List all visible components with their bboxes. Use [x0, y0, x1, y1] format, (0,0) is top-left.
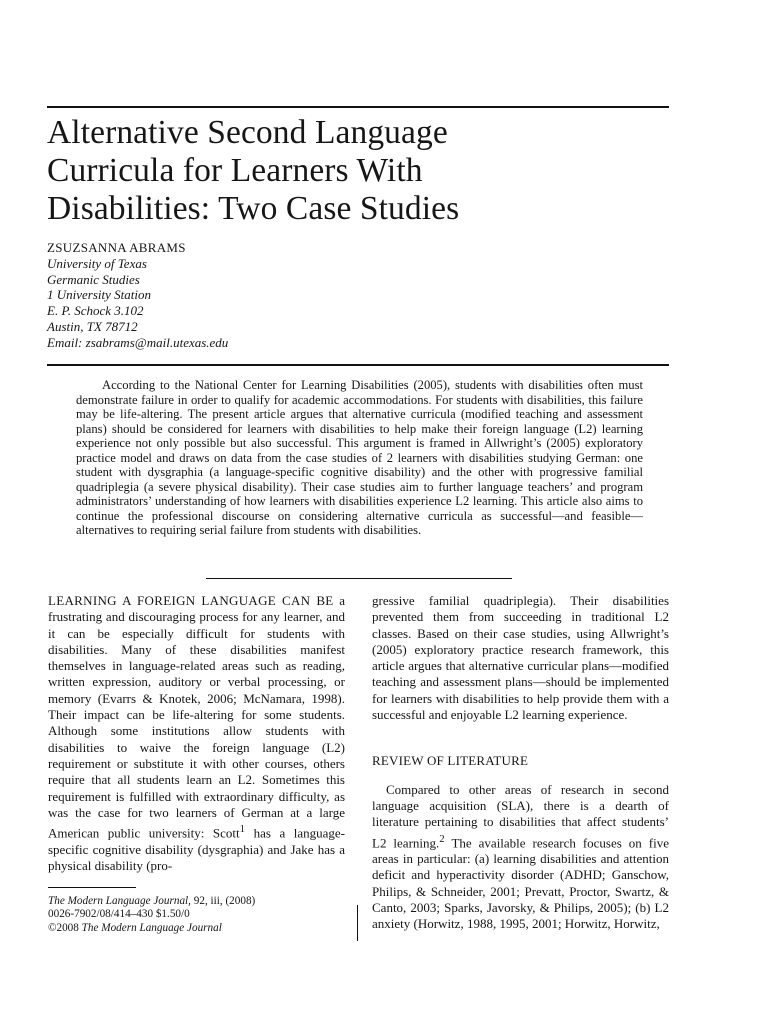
footnote-copyright-journal: The Modern Language Journal [81, 921, 222, 934]
footnote-marker-2: 2 [439, 832, 445, 845]
intro-continuation: gressive familial quadriplegia). Their disabilities prevented them from succeeding in traditional L2 classes. Based on their case studies, using Allwright’s (2005) exploratory practice research framework, this article argues that alternative curricular plans—modified teaching and assessment plans—should be implemented for learners with disabilities to help provide them with a successful and enjoyable L2 learning experience. [372, 593, 669, 723]
footnote-citation-line [48, 895, 348, 908]
author-name: ZSUZSANNA ABRAMS [47, 240, 186, 255]
title-line-2: Curricula for Learners With [47, 152, 423, 189]
review-text-part-1: Compared to other areas of research in second language acquisition (SLA), there is a dearth of literature pertaining to disabilities that affect students’ L2 learning. [372, 781, 669, 850]
footnote-copyright-prefix: ©2008 [48, 921, 82, 934]
affiliation-department: Germanic Studies [47, 271, 140, 287]
review-text-part-2: The available research focuses on five areas in particular: (a) learning disabilities and attention deficit and hyperactivity disorder (ADHD; Ganschow, Philips, & Schneider, 2001; Prevatt, Proctor, Swartz, & Canto, 2003; Sparks, Javorsky, & Philips, 2005); (b) L2 anxiety (Horwitz, 1988, 1995, 2001; Horwitz, Horwitz, [372, 834, 669, 932]
affiliation-city: Austin, TX 78712 [47, 318, 138, 334]
intro-text-part-2: has a language-specific cognitive disability (dysgraphia) and Jake has a physical disability (pro- [48, 825, 345, 874]
title-line-1: Alternative Second Language [47, 114, 448, 151]
author-email: Email: zsabrams@mail.utexas.edu [47, 334, 229, 350]
footnote-journal-name: The Modern Language Journal, [48, 895, 191, 907]
abstract: According to the National Center for Learning Disabilities (2005), students with disabilities often must demonstrate failure in order to qualify for academic accommodations. For students with disabilities, this failure may be life-altering. The present article argues that alternative curricula (modified teaching and assessment plans) should be considered for learners with disabilities to help make their foreign language (L2) learning experience not only possible but also successful. This argument is framed in Allwright’s (2005) exploratory practice model and draws on data from the case studies of 2 learners with disabilities studying German: one student with dysgraphia (a language-specific cognitive disability) and the other with progressive familial quadriplegia (a severe physical disability). Their case studies aim to further language teachers’ and program administrators’ understanding of how learners with disabilities experience L2 learning. This article also aims to continue the professional discourse on considering alternative curricula as successful—and feasible—alternatives to requiring serial failure from students with disabilities. [76, 378, 643, 537]
footnote-citation: 92, iii, (2008) [190, 895, 256, 907]
column-divider [357, 905, 358, 941]
title-line-3: Disabilities: Two Case Studies [47, 190, 460, 227]
article-title [47, 114, 667, 228]
lead-caps: LEARNING A FOREIGN LANGUAGE CAN BE [48, 593, 334, 608]
affiliation-university: University of Texas [47, 255, 147, 271]
author-block [47, 240, 447, 351]
affiliation-station: 1 University Station [47, 287, 151, 303]
abstract-top-rule [47, 364, 669, 366]
footnote-copyright-line [48, 922, 348, 935]
footnote-issn: 0026-7902/08/414–430 $1.50/0 [48, 908, 190, 921]
review-paragraph [372, 782, 669, 933]
section-heading: REVIEW OF LITERATURE [372, 753, 529, 769]
footnote-rule [48, 887, 136, 888]
abstract-bottom-rule [206, 578, 512, 579]
affiliation-building: E. P. Schock 3.102 [47, 303, 144, 319]
top-rule [47, 106, 669, 108]
footnote-marker-1: 1 [239, 823, 246, 836]
intro-text-part-1: a frustrating and discouraging process for any learner, and it can be especially difficult for students with disabilities. Many of these disabilities manifest themselves in language-related areas such as reading, written expression, auditory or verbal processing, or memory (Evarrs & Knotek, 2006; McNamara, 1998). Their impact can be life-altering for some students. Although some institutions allow students with disabilities to waive the foreign language (L2) requirement or substitute it with other courses, others require that all students learn an L2. Sometimes this requirement is fulfilled with extraordinary difficulty, as was the case for two learners of German at a large American public university: Scott [48, 593, 345, 841]
body-column-left [48, 593, 345, 874]
intro-paragraph [48, 593, 345, 874]
journal-footnote [48, 895, 348, 935]
body-column-right [372, 593, 669, 933]
